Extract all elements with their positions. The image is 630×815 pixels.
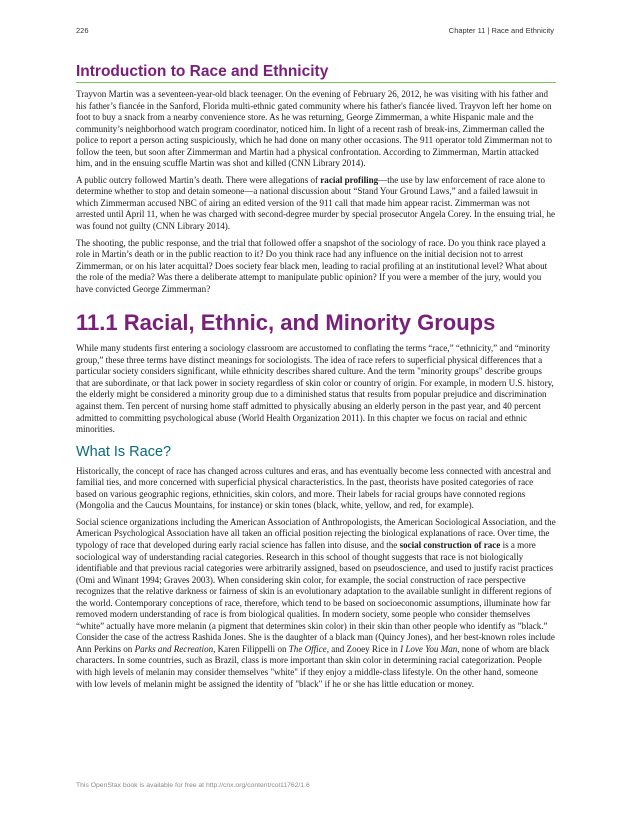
footer-note: This OpenStax book is available for free at http://cnx.org/content/col11762/1.6: [76, 782, 310, 789]
subsection-paragraph-1: Historically, the concept of race has changed across cultures and eras, and has eventually become less connected with ancestral and familial ties, and more concerned with superficial physical characteristics. In the past, theorists have posited categories of race based on various geographic regions, ethnicities, skin colors, and more. Their labels for racial groups have connoted regions (Mongolia and the Caucus Mountains, for instance) or skin tones (black, white, yellow, and red, for example).: [76, 465, 551, 511]
show-title: I Love You Man: [400, 643, 458, 654]
page-content: [76, 62, 556, 690]
page-number: 226: [76, 26, 89, 35]
key-term-racial-profiling: racial profiling: [320, 174, 379, 185]
intro-heading: Introduction to Race and Ethnicity: [76, 62, 556, 83]
section-heading: 11.1 Racial, Ethnic, and Minority Groups: [76, 310, 496, 336]
text-run: , and Zooey Rice in: [326, 643, 401, 654]
text-run: is a more sociological way of understanding racial categories. Research in this school of thought suggests that race is not biologically identifiable and that previous racial categories were arbitrarily assigned, based on pseudoscience, and used to justify racist practices (Omi and Winant 1994; Graves 2003). When considering skin color, for example, the social construction of race perspective recognizes that the relative darkness or fairness of skin is an evolutionary adaptation to the available sunlight in different regions of the world. Contemporary conceptions of race, therefore, which tend to be based on socioeconomic assumptions, illuminate how far removed modern understanding of race is from biological qualities. In modern society, some people who consider themselves “white” actually have more melanin (a pigment that determines skin color) in their skin than other people who identify as ”black.” Consider the case of the actress Rashida Jones. She is the daughter of a black man (Quincy Jones), and her best-known roles include Ann Perkins on: [76, 539, 555, 654]
key-term-social-construction: social construction of race: [399, 539, 501, 550]
show-title: Parks and Recreation: [134, 643, 214, 654]
section-paragraph-1: While many students first entering a sociology classroom are accustomed to conflating the terms “race,” “ethnicity,” and “minority group,” these three terms have distinct meanings for sociologists. The idea of race refers to superficial physical differences that a particular society considers significant, while ethnicity describes shared culture. And the term "minority groups" describe groups that are subordinate, or that lack power in society regardless of skin color or country of origin. For example, in modern U.S. history, the elderly might be considered a minority group due to a diminished status that results from popular prejudice and discrimination against them. Ten percent of nursing home staff admitted to physically abusing an elderly person in the past year, and 40 percent admitted to committing psychological abuse (World Health Organization 2011). In this chapter we focus on racial and ethnic minorities.: [76, 343, 554, 435]
text-run: Social science organizations including the American Association of Anthropologists, the American Sociological Association, and the American Psychological Association have all taken an official position rejecting the biological explanations of race. Over time, the typology of race that developed during early racial science has fallen into disuse, and the: [76, 516, 556, 550]
subsection-heading: What Is Race?: [76, 443, 172, 460]
text-run: A public outcry followed Martin’s death. There were allegations of: [76, 174, 321, 185]
chapter-header: Chapter 11 | Race and Ethnicity: [448, 26, 554, 35]
text-run: , Karen Filippelli on: [213, 643, 289, 654]
intro-body: [76, 89, 556, 295]
intro-paragraph-1: Trayvon Martin was a seventeen-year-old black teenager. On the evening of February 26, 2012, he was visiting with his father and his father’s fiancée in the Sanford, Florida multi-ethnic gated community where his father's fiancée lived. Trayvon left her home on foot to buy a snack from a nearby convenience store. As he was returning, George Zimmerman, a white Hispanic male and the community’s neighborhood watch program coordinator, noticed him. In light of a recent rash of break-ins, Zimmerman called the police to report a person acting suspiciously, which he had done on many other occasions. The 911 operator told Zimmerman not to follow the teen, but soon after Zimmerman and Martin had a physical confrontation. According to Zimmerman, Martin attacked him, and in the ensuing scuffle Martin was shot and killed (CNN Library 2014).: [76, 89, 553, 169]
intro-paragraph-2: [76, 175, 556, 233]
show-title: The Office: [288, 643, 327, 654]
subsection-paragraph-2: [76, 517, 556, 690]
text-run: —the use by law enforcement of race alone to determine whether to stop and detain someone—a national discussion about “Stand Your Ground Laws,” and a failed lawsuit in which Zimmerman accused NBC of airing an edited version of the 911 call that made him appear racist. Zimmerman was not arrested until April 11, when he was charged with second-degree murder by special prosecutor Angela Corey. In the ensuing trial, he was found not guilty (CNN Library 2014).: [76, 174, 555, 232]
intro-paragraph-3: The shooting, the public response, and the trial that followed offer a snapshot of the sociology of race. Do you think race played a role in Martin’s death or in the public reaction to it? Do you think race had any influence on the initial decision not to arrest Zimmerman, or on his later acquittal? Does society fear black men, leading to racial profiling at an institutional level? What about the role of the media? Was there a deliberate attempt to manipulate public opinion? If you were a member of the jury, would you have convicted George Zimmerman?: [76, 237, 548, 294]
text-run: , none of whom are black characters. In some countries, such as Brazil, class is more important than skin color in determining racial categorization. People with high levels of melanin may consider themselves "white" if they enjoy a middle-class lifestyle. On the other hand, someone with low levels of melanin might be assigned the identity of "black" if he or she has little education or money.: [76, 643, 550, 689]
